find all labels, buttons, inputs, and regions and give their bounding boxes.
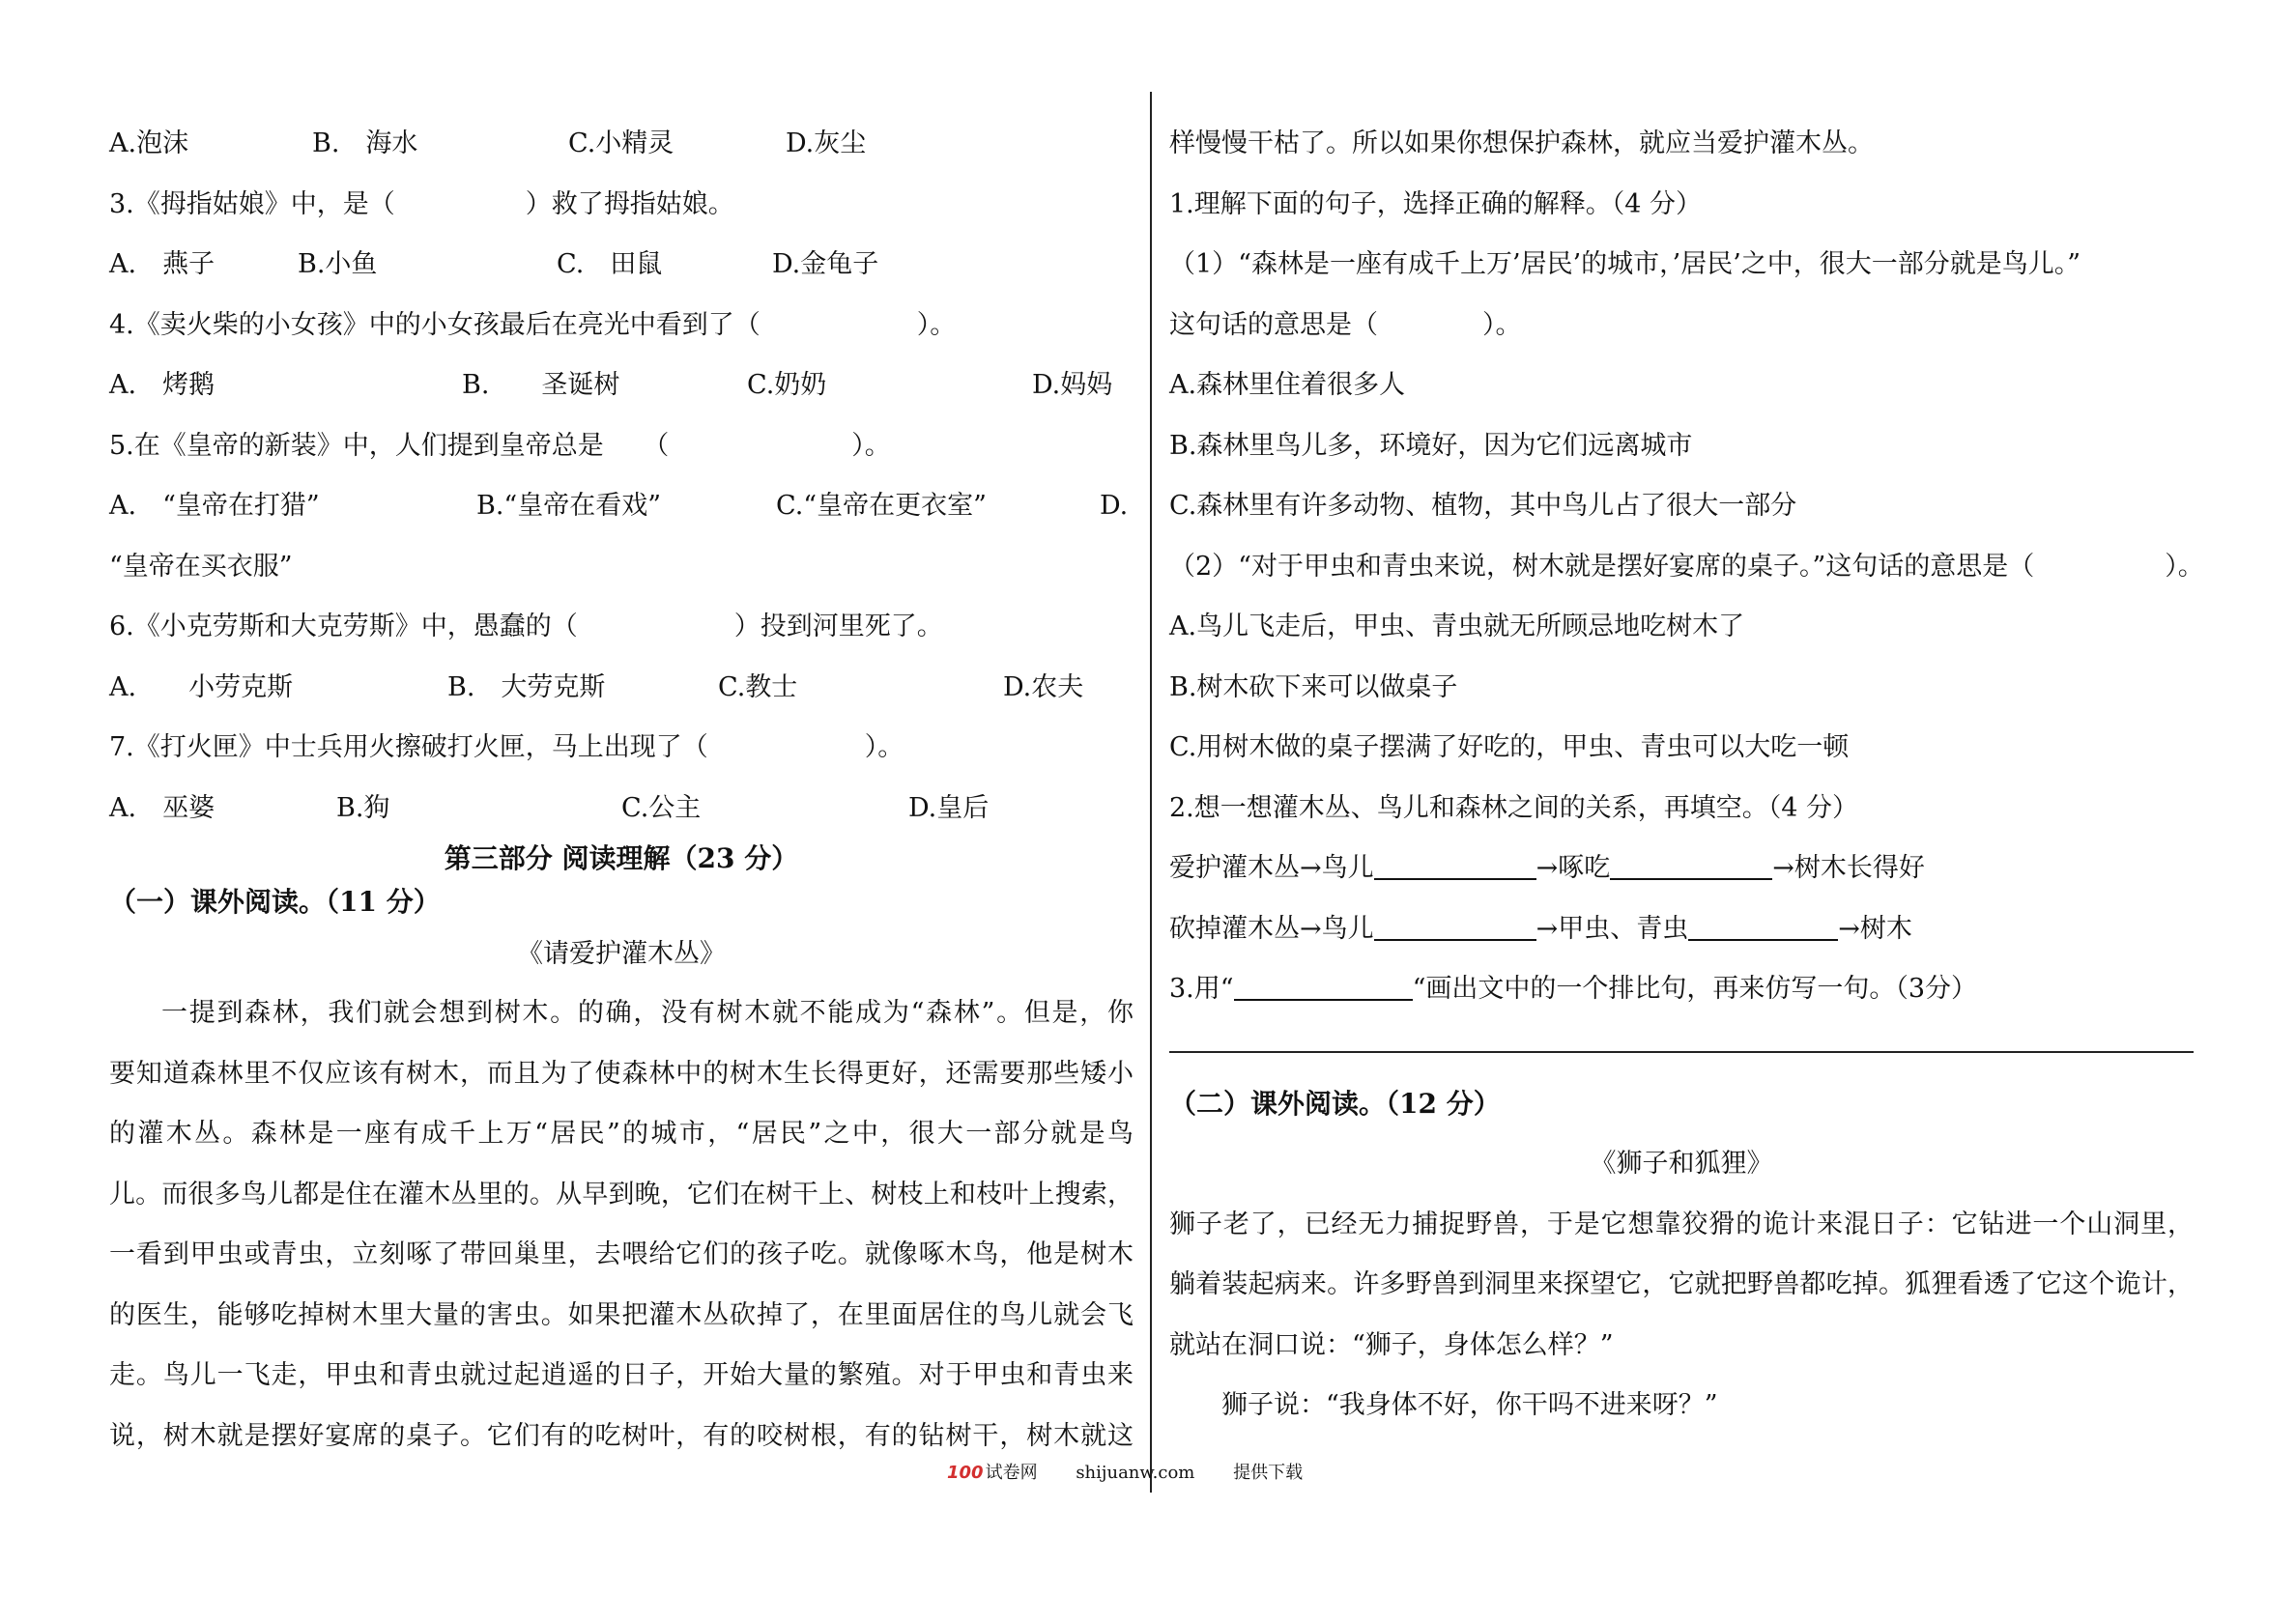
footer-note: 提供下载 xyxy=(1233,1463,1304,1483)
chain1-mid: →啄吃 xyxy=(1535,853,1611,883)
q3-option-b: B.小鱼 xyxy=(298,249,378,279)
q2-option-b: B. 海水 xyxy=(312,128,418,158)
q3-options xyxy=(109,235,1134,296)
passage1-line: 儿。而很多鸟儿都是住在灌木丛里的。从早到晚，它们在树干上、树枝上和枝叶上搜索， xyxy=(109,1179,1134,1209)
column-divider xyxy=(1150,92,1152,1493)
q4-text: 4.《卖火柴的小女孩》中的小女孩最后在亮光中看到了（ ）。 xyxy=(109,309,957,340)
q5-options xyxy=(109,476,1134,537)
passage1-line: 一看到甲虫或青虫，立刻啄了带回巢里，去喂给它们的孩子吃。就像啄木鸟，他是树木 xyxy=(109,1239,1134,1269)
reading-q1-2-option-a: A.鸟儿飞走后，甲虫、青虫就无所顾忌地吃树木了 xyxy=(1169,612,1745,641)
passage2-title: 《狮子和狐狸》 xyxy=(1590,1149,1773,1179)
site-name: 试卷网 xyxy=(985,1463,1038,1483)
passage1-line: 要知道森林里不仅应该有树木，而且为了使森林中的树木生长得更好，还需要那些矮小 xyxy=(109,1058,1134,1089)
reading-q1-1: （1）“森林是一座有成千上万’居民’的城市，’居民’之中，很大一部分就是鸟儿。” xyxy=(1169,249,2081,279)
reading-q1-2-option-b: B.树木砍下来可以做桌子 xyxy=(1169,671,1458,702)
relation-chain-2 xyxy=(1169,899,2194,960)
reading-q1-2: （2）“对于甲虫和青虫来说，树木就是摆好宴席的桌子。”这句话的意思是（ ）。 xyxy=(1169,551,2204,582)
q5-option-a: A. “皇帝在打猎” xyxy=(109,491,320,521)
passage1-line: 的医生，能够吃掉树木里大量的害虫。如果把灌木丛砍掉了，在里面居住的鸟儿就会飞 xyxy=(109,1299,1134,1330)
reading-q3-blank[interactable] xyxy=(1234,970,1413,1001)
chain2-blank-1[interactable] xyxy=(1374,910,1536,941)
q7-options xyxy=(109,779,1134,839)
q7-option-d: D.皇后 xyxy=(908,792,990,823)
q2-option-a: A.泡沫 xyxy=(109,128,189,158)
passage1-line: 一提到森林，我们就会想到树木。的确，没有树木就不能成为“森林”。但是，你 xyxy=(161,998,1134,1028)
passage2-line: 就站在洞口说：“狮子，身体怎么样？” xyxy=(1169,1329,1614,1360)
section1-title: （一）课外阅读。（11 分） xyxy=(109,886,441,918)
passage1-line: 的灌木丛。森林是一座有成千上万“居民”的城市，“居民”之中，很大一部分就是鸟 xyxy=(109,1119,1134,1149)
q5-option-c: C.“皇帝在更衣室” xyxy=(776,491,987,521)
chain2-blank-2[interactable] xyxy=(1688,910,1838,941)
passage2-line: 狮子老了，已经无力捕捉野兽，于是它想靠狡猾的诡计来混日子：它钻进一个山洞里， xyxy=(1169,1209,2194,1239)
reading-q3-start: 3.用“ xyxy=(1169,974,1234,1004)
site-domain[interactable]: shijuanw.com xyxy=(1076,1463,1195,1483)
q4-option-a: A. 烤鹅 xyxy=(109,370,215,400)
q6-option-d: D.农夫 xyxy=(1003,671,1084,702)
q7-option-b: B.狗 xyxy=(336,792,390,823)
q3-option-a: A. 燕子 xyxy=(109,249,215,279)
q7-option-c: C.公主 xyxy=(621,792,702,823)
q7-option-a: A. 巫婆 xyxy=(109,792,215,823)
right-column xyxy=(1169,114,2204,1437)
reading-q1-1-prompt: 这句话的意思是（ ）。 xyxy=(1169,309,1522,340)
q4-option-c: C.奶奶 xyxy=(747,370,827,400)
chain1-end: →树木长得好 xyxy=(1772,853,1925,883)
chain2-mid: →甲虫、青虫 xyxy=(1535,913,1689,944)
left-column xyxy=(109,114,1134,1466)
reading-q1-2-option-c: C.用树木做的桌子摆满了好吃的，甲虫、青虫可以大吃一顿 xyxy=(1169,732,1850,762)
chain2-start: 砍掉灌木丛→鸟儿 xyxy=(1169,913,1374,944)
page-footer xyxy=(947,1459,1335,1484)
q6-text: 6.《小克劳斯和大克劳斯》中，愚蠢的（ ）投到河里死了。 xyxy=(109,612,943,641)
site-logo: 100 xyxy=(947,1463,984,1483)
q6-option-c: C.教士 xyxy=(718,671,798,702)
reading-q3-end: “画出文中的一个排比句，再来仿写一句。（3分） xyxy=(1412,974,1978,1004)
q3-option-d: D.金龟子 xyxy=(772,249,879,279)
q7-text: 7.《打火匣》中士兵用火擦破打火匣，马上出现了（ ）。 xyxy=(109,732,904,762)
q6-options xyxy=(109,658,1134,719)
q6-option-b: B. 大劳克斯 xyxy=(447,671,606,702)
q6-option-a: A. 小劳克斯 xyxy=(109,671,294,702)
chain1-blank-2[interactable] xyxy=(1610,849,1772,880)
section-divider xyxy=(1169,1051,2194,1053)
reading-q1-1-option-c: C.森林里有许多动物、植物，其中鸟儿占了很大一部分 xyxy=(1169,491,1797,521)
q2-option-c: C.小精灵 xyxy=(568,128,674,158)
passage1-line: 走。鸟儿一飞走，甲虫和青虫就过起逍遥的日子，开始大量的繁殖。对于甲虫和青虫来 xyxy=(109,1360,1134,1390)
q5-option-b: B.“皇帝在看戏” xyxy=(476,491,662,521)
q5-option-d: D. xyxy=(1100,491,1129,521)
reading-q1-1-option-a: A.森林里住着很多人 xyxy=(1169,370,1406,400)
reading-q1-1-option-b: B.森林里鸟儿多，环境好，因为它们远离城市 xyxy=(1169,430,1693,461)
part3-title: 第三部分 阅读理解（23 分） xyxy=(444,842,799,874)
chain1-start: 爱护灌木丛→鸟儿 xyxy=(1169,853,1374,883)
q4-options xyxy=(109,356,1134,416)
relation-chain-1 xyxy=(1169,839,2194,899)
passage1-final-line: 样慢慢干枯了。所以如果你想保护森林，就应当爱护灌木丛。 xyxy=(1169,128,1874,158)
q4-option-d: D.妈妈 xyxy=(1032,370,1113,400)
reading-q2: 2.想一想灌木丛、鸟儿和森林之间的关系，再填空。（4 分） xyxy=(1169,792,1859,823)
section2-title: （二）课外阅读。（12 分） xyxy=(1169,1087,1501,1120)
passage2-line: 躺着装起病来。许多野兽到洞里来探望它，它就把野兽都吃掉。狐狸看透了它这个诡计， xyxy=(1169,1269,2194,1299)
q4-option-b: B. 圣诞树 xyxy=(462,370,620,400)
chain2-end: →树木 xyxy=(1838,913,1912,944)
chain1-blank-1[interactable] xyxy=(1374,849,1536,880)
passage1-line: 说，树木就是摆好宴席的桌子。它们有的吃树叶，有的咬树根，有的钻树干，树木就这 xyxy=(109,1420,1134,1451)
q2-option-d: D.灰尘 xyxy=(786,128,867,158)
reading-q3 xyxy=(1169,959,2194,1020)
q2-options xyxy=(109,114,1134,175)
q5-option-d-text: “皇帝在买衣服” xyxy=(109,551,293,582)
q5-text: 5.在《皇帝的新装》中，人们提到皇帝总是 （ ）。 xyxy=(109,430,891,461)
q3-option-c: C. 田鼠 xyxy=(557,249,663,279)
passage2-line: 狮子说：“我身体不好，你干吗不进来呀？” xyxy=(1221,1390,1718,1420)
q3-text: 3.《拇指姑娘》中，是（ ）救了拇指姑娘。 xyxy=(109,188,734,219)
passage1-title: 《请爱护灌木丛》 xyxy=(517,939,726,969)
reading-q1: 1.理解下面的句子，选择正确的解释。（4 分） xyxy=(1169,188,1703,219)
